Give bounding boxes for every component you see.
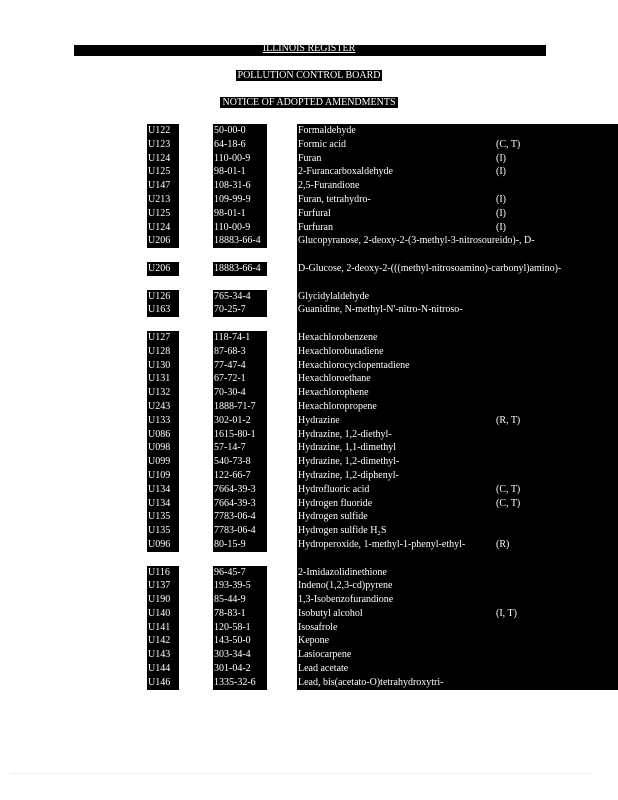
cas-number: 80-15-9 (213, 538, 267, 552)
hazard-code: (I) (494, 193, 527, 207)
substance-name: Isosafrole (297, 621, 618, 635)
cas-number: 98-01-1 (213, 207, 267, 221)
substance-name: Hexachlorophene (297, 386, 618, 400)
cas-number: 301-04-2 (213, 662, 267, 676)
substance-name: Hexachlorocyclopentadiene (297, 359, 618, 373)
substance-name: Hydrazine, 1,2-diethyl- (297, 428, 618, 442)
cas-number: 96-45-7 (213, 566, 267, 580)
cas-number: 143-50-0 (213, 634, 267, 648)
cas-number: 77-47-4 (213, 359, 267, 373)
substance-name: Furfuran (297, 221, 618, 235)
waste-code: U213 (147, 193, 179, 207)
hazard-code: (R, T) (494, 414, 527, 428)
waste-code: U122 (147, 124, 179, 138)
substance-name: Hexachloroethane (297, 372, 618, 386)
substance-name: Hydrazine, 1,2-dimethyl- (297, 455, 618, 469)
cas-number: 540-73-8 (213, 455, 267, 469)
waste-code: U135 (147, 524, 179, 538)
cas-number: 7664-39-3 (213, 497, 267, 511)
waste-code: U206 (147, 234, 179, 248)
cas-number: 302-01-2 (213, 414, 267, 428)
waste-code: U124 (147, 152, 179, 166)
substance-name: Guanidine, N-methyl-N'-nitro-N-nitroso- (297, 303, 618, 331)
substance-name: Furan (297, 152, 618, 166)
waste-code: U125 (147, 165, 179, 179)
waste-code: U190 (147, 593, 179, 607)
substance-name: Lasiocarpene (297, 648, 618, 662)
substance-name: Isobutyl alcohol (297, 607, 618, 621)
cas-number: 57-14-7 (213, 441, 267, 455)
hazard-code: (I) (494, 165, 527, 179)
substance-name: Hexachloropropene (297, 400, 618, 414)
cas-number: 67-72-1 (213, 372, 267, 386)
waste-code: U142 (147, 634, 179, 648)
substance-name: Furfural (297, 207, 618, 221)
cas-number: 7783-06-4 (213, 524, 267, 538)
waste-code: U206 (147, 262, 179, 276)
waste-code: U134 (147, 483, 179, 497)
waste-code: U109 (147, 469, 179, 483)
cas-number: 18883-66-4 (213, 234, 267, 248)
waste-code: U099 (147, 455, 179, 469)
cas-number: 1335-32-6 (213, 676, 267, 690)
substance-name: Glucopyranose, 2-deoxy-2-(3-methyl-3-nitrosoureido)-, D- (297, 234, 618, 262)
substance-name: 2,5-Furandione (297, 179, 618, 193)
waste-code: U096 (147, 538, 179, 552)
waste-code: U135 (147, 510, 179, 524)
hazard-code: (C, T) (494, 497, 527, 511)
board-name-text: POLLUTION CONTROL BOARD (237, 70, 381, 81)
waste-code: U128 (147, 345, 179, 359)
waste-code: U163 (147, 303, 179, 317)
substance-name: Hexachlorobutadiene (297, 345, 618, 359)
cas-number: 7664-39-3 (213, 483, 267, 497)
cas-number: 1615-80-1 (213, 428, 267, 442)
cas-number: 1888-71-7 (213, 400, 267, 414)
notice-heading-text: NOTICE OF ADOPTED AMENDMENTS (222, 97, 396, 108)
hazard-code: (C, T) (494, 483, 527, 497)
waste-code: U125 (147, 207, 179, 221)
cas-number: 109-99-9 (213, 193, 267, 207)
substance-name: Hydrofluoric acid (297, 483, 618, 497)
hazard-code: (R) (494, 538, 527, 552)
waste-code: U146 (147, 676, 179, 690)
waste-code: U144 (147, 662, 179, 676)
substance-name: Hydrazine (297, 414, 618, 428)
substance-name: Kepone (297, 634, 618, 648)
substance-name: Hydrogen sulfide H₂S (297, 524, 618, 538)
cas-number: 120-58-1 (213, 621, 267, 635)
cas-number: 87-68-3 (213, 345, 267, 359)
cas-number: 193-39-5 (213, 579, 267, 593)
substance-name: Lead acetate (297, 662, 618, 676)
cas-number: 118-74-1 (213, 331, 267, 345)
waste-code: U098 (147, 441, 179, 455)
substance-name: Indeno(1,2,3-cd)pyrene (297, 579, 618, 593)
substance-name: Hydrogen fluoride (297, 497, 618, 511)
cas-number: 70-25-7 (213, 303, 267, 317)
hazard-code: (I) (494, 207, 527, 221)
cas-number: 303-34-4 (213, 648, 267, 662)
substance-name: Formic acid (297, 138, 618, 152)
cas-number: 108-31-6 (213, 179, 267, 193)
waste-code: U131 (147, 372, 179, 386)
substance-name: Hydrazine, 1,2-diphenyl- (297, 469, 618, 483)
hazard-code: (C, T) (494, 138, 527, 152)
waste-code: U116 (147, 566, 179, 580)
hazard-code: (I) (494, 152, 527, 166)
waste-code: U124 (147, 221, 179, 235)
substance-name: Hexachlorobenzene (297, 331, 618, 345)
cas-number: 18883-66-4 (213, 262, 267, 276)
waste-code: U143 (147, 648, 179, 662)
cas-number: 70-30-4 (213, 386, 267, 400)
cas-number: 765-34-4 (213, 290, 267, 304)
cas-number: 50-00-0 (213, 124, 267, 138)
substance-name: 2-Furancarboxaldehyde (297, 165, 618, 179)
substance-name: Hydrazine, 1,1-dimethyl (297, 441, 618, 455)
hazard-code: (I, T) (494, 607, 527, 621)
cas-number: 78-83-1 (213, 607, 267, 621)
substance-name: Glycidylaldehyde (297, 290, 618, 304)
cas-number: 122-66-7 (213, 469, 267, 483)
footer-rule (10, 773, 592, 774)
waste-code: U130 (147, 359, 179, 373)
waste-code: U133 (147, 414, 179, 428)
waste-code: U243 (147, 400, 179, 414)
waste-code: U086 (147, 428, 179, 442)
cas-number: 7783-06-4 (213, 510, 267, 524)
cas-number: 98-01-1 (213, 165, 267, 179)
waste-code: U127 (147, 331, 179, 345)
notice-heading (0, 97, 618, 109)
substance-name: 1,3-Isobenzofurandione (297, 593, 618, 607)
cas-number: 64-18-6 (213, 138, 267, 152)
waste-code: U140 (147, 607, 179, 621)
board-name (0, 70, 618, 82)
waste-code: U126 (147, 290, 179, 304)
waste-code: U137 (147, 579, 179, 593)
substance-name: Furan, tetrahydro- (297, 193, 618, 207)
substance-name: Formaldehyde (297, 124, 618, 138)
substance-name: Hydrogen sulfide (297, 510, 618, 524)
cas-number: 110-00-9 (213, 152, 267, 166)
substance-name: D-Glucose, 2-deoxy-2-(((methyl-nitrosoamino)-carbonyl)amino)- (297, 262, 618, 290)
register-title: ILLINOIS REGISTER (262, 43, 356, 54)
substance-name: Lead, bis(acetato-O)tetrahydroxytri- (297, 676, 618, 690)
waste-code: U134 (147, 497, 179, 511)
hazard-code: (I) (494, 221, 527, 235)
waste-code: U147 (147, 179, 179, 193)
substance-name: Hydroperoxide, 1-methyl-1-phenyl-ethyl- (297, 538, 618, 566)
cas-number: 85-44-9 (213, 593, 267, 607)
substance-name: 2-Imidazolidinethione (297, 566, 618, 580)
waste-code: U141 (147, 621, 179, 635)
waste-code: U132 (147, 386, 179, 400)
waste-code: U123 (147, 138, 179, 152)
cas-number: 110-00-9 (213, 221, 267, 235)
